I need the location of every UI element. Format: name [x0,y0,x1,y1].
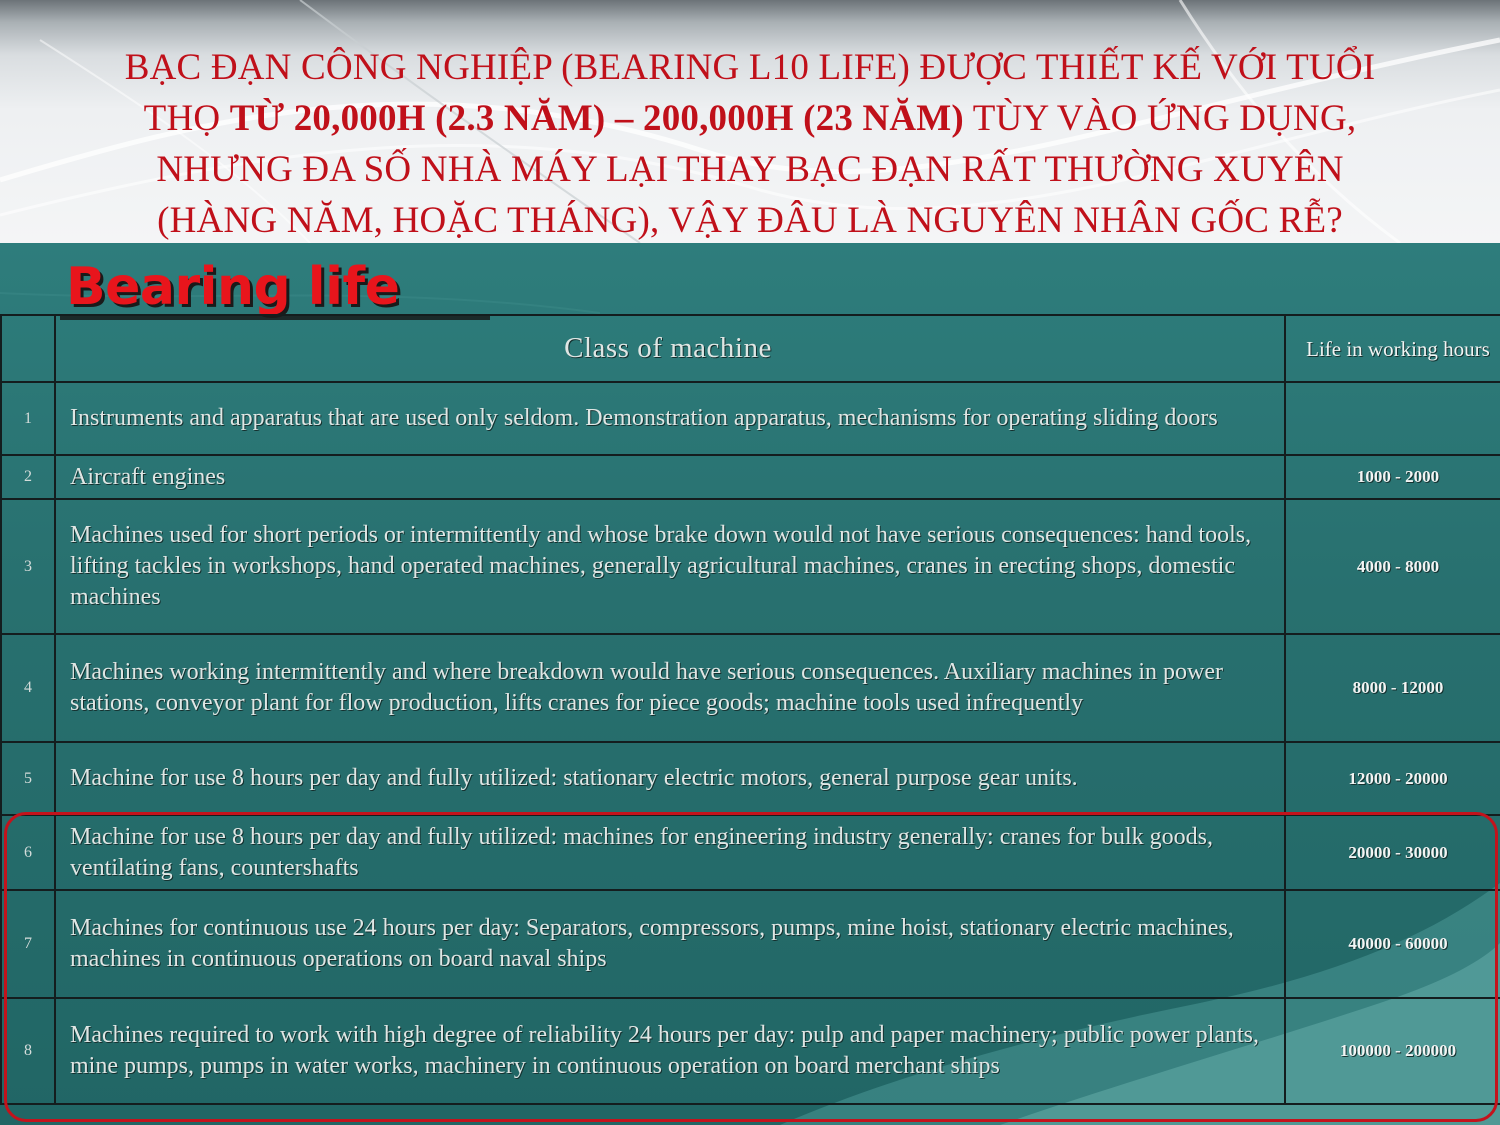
row-life-hours: 4000 - 8000 [1285,499,1500,634]
heading-line-2-prefix: THỌ [143,98,230,139]
table-row [1,499,1500,634]
heading-line-1: BẠC ĐẠN CÔNG NGHIỆP (BEARING L10 LIFE) ĐƯỢC THIẾT KẾ VỚI TUỔI [124,47,1376,88]
row-life-hours: 100000 - 200000 [1285,998,1500,1104]
row-description: Machines used for short periods or intermittently and whose brake down would not have serious consequences: hand tools, lifting tackles in workshops, hand operated machines, generally agricultural machines, cranes in erecting shops, domestic machines [55,499,1285,634]
column-header-life: Life in working hours [1285,315,1500,382]
heading-line-3: NHƯNG ĐA SỐ NHÀ MÁY LẠI THAY BẠC ĐẠN RẤT THƯỜNG XUYÊN [156,149,1344,190]
heading-line-2-suffix: TÙY VÀO ỨNG DỤNG, [963,98,1357,139]
table-header-row [1,315,1500,382]
row-number: 8 [1,998,55,1104]
heading-line-2 [20,93,1480,144]
row-life-hours [1285,382,1500,455]
row-description: Machine for use 8 hours per day and fully utilized: stationary electric motors, general purpose gear units. [55,742,1285,815]
row-description: Machine for use 8 hours per day and fully utilized: machines for engineering industry generally: cranes for bulk goods, ventilating fans, countershafts [55,815,1285,890]
row-description: Machines for continuous use 24 hours per day: Separators, compressors, pumps, mine hoist, stationary electric machines, machines in continuous operations on board naval ships [55,890,1285,998]
row-life-hours: 40000 - 60000 [1285,890,1500,998]
row-number: 7 [1,890,55,998]
table-row [1,382,1500,455]
row-description: Machines required to work with high degree of reliability 24 hours per day: pulp and paper machinery; public power plants, mine pumps, pumps in water works, machinery in continuous operation on board merchant ships [55,998,1285,1104]
table-row [1,634,1500,742]
column-header-class: Class of machine [55,315,1285,382]
heading-line-4: (HÀNG NĂM, HOẶC THÁNG), VẬY ĐÂU LÀ NGUYÊN NHÂN GỐC RỄ? [157,200,1343,241]
bearing-life-title: Bearing life [66,257,400,317]
heading-line-2-bold: TỪ 20,000H (2.3 NĂM) – 200,000H (23 NĂM) [229,98,964,139]
row-number: 5 [1,742,55,815]
row-life-hours: 12000 - 20000 [1285,742,1500,815]
table-row [1,742,1500,815]
column-header-number [1,315,55,382]
row-life-hours: 1000 - 2000 [1285,455,1500,499]
row-number: 3 [1,499,55,634]
row-description: Aircraft engines [55,455,1285,499]
row-description: Instruments and apparatus that are used only seldom. Demonstration apparatus, mechanisms for operating sliding doors [55,382,1285,455]
row-number: 6 [1,815,55,890]
row-number: 4 [1,634,55,742]
row-number: 2 [1,455,55,499]
table-row [1,455,1500,499]
row-number: 1 [1,382,55,455]
row-life-hours: 20000 - 30000 [1285,815,1500,890]
row-description: Machines working intermittently and where breakdown would have serious consequences. Auxiliary machines in power stations, conveyor plant for flow production, lifts cranes for piece goods; machine tools used infrequently [55,634,1285,742]
slide-heading [20,42,1480,243]
slide-header [0,0,1500,243]
highlight-outline [4,812,1498,1122]
row-life-hours: 8000 - 12000 [1285,634,1500,742]
